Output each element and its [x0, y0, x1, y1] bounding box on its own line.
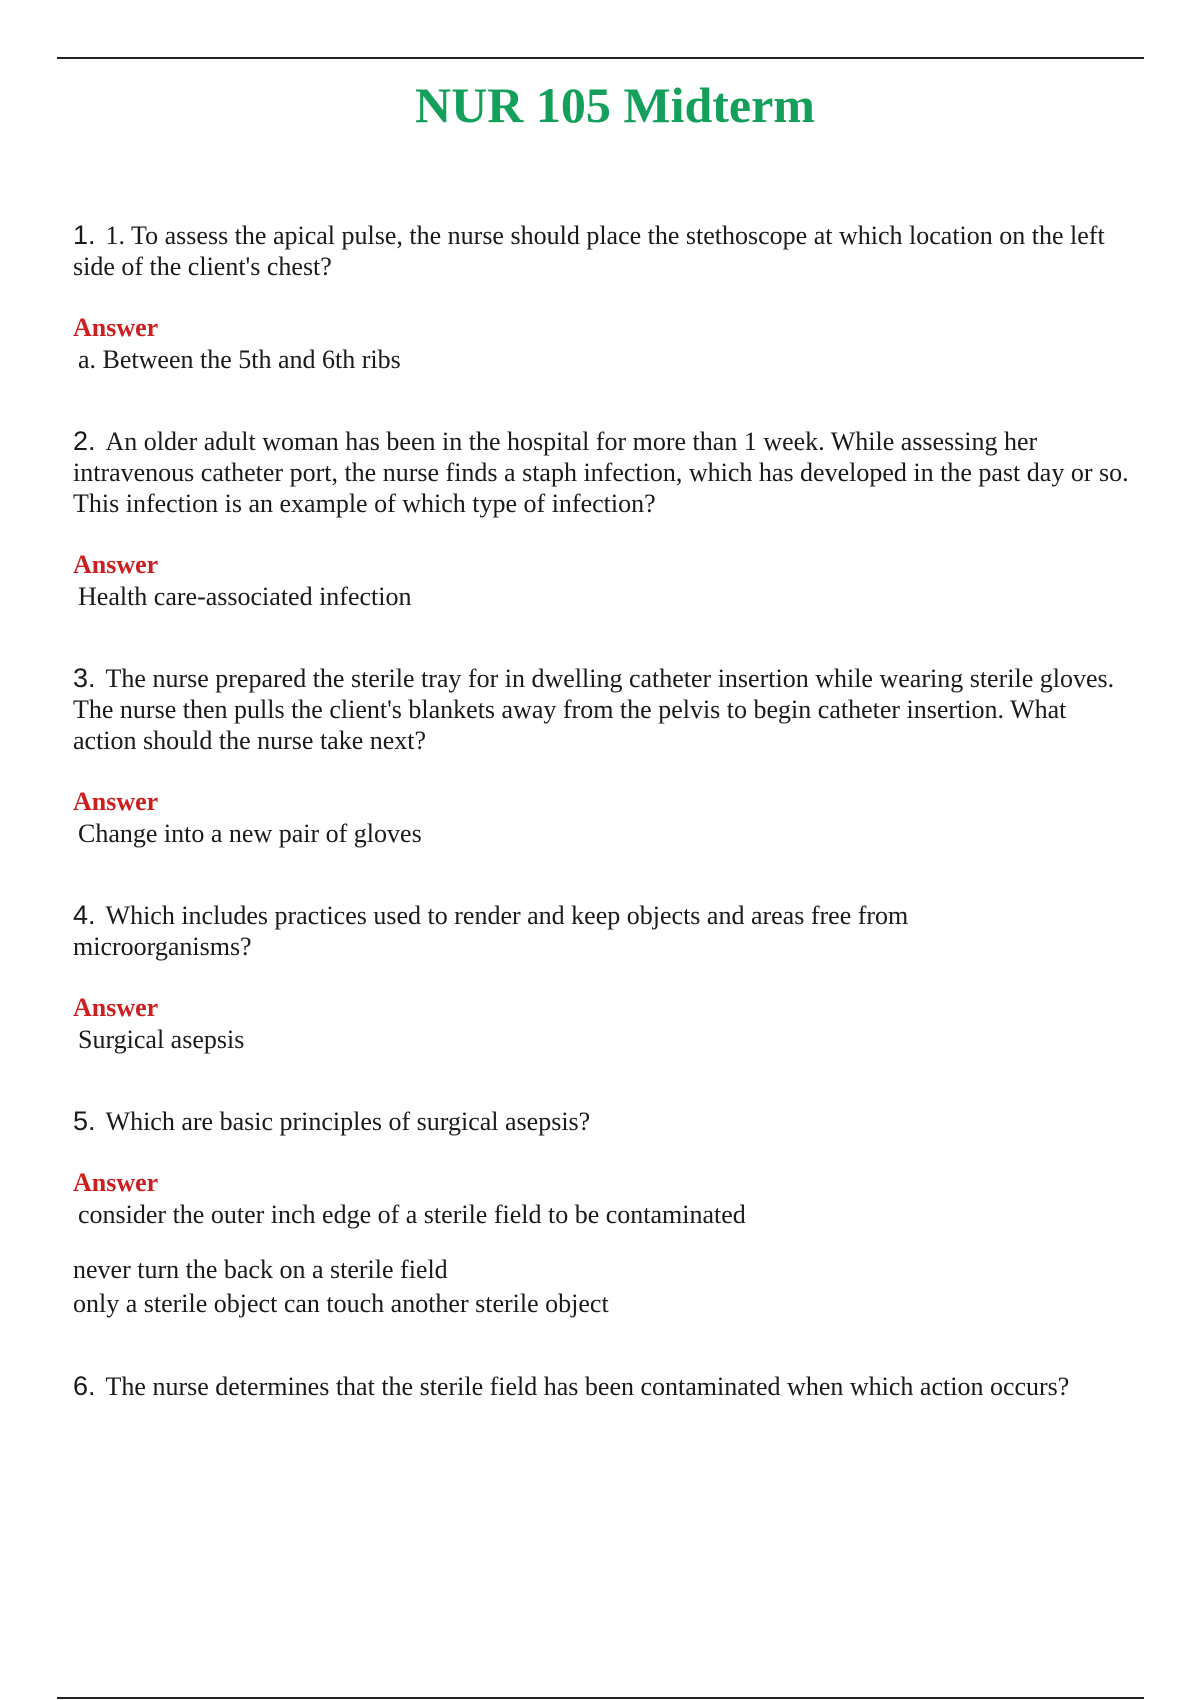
question-number: 1. [73, 220, 96, 250]
spacer [73, 1231, 1158, 1253]
answer-text: consider the outer inch edge of a sterile field to be contaminated [78, 1200, 746, 1229]
question-block-4 [73, 900, 1158, 1056]
question-block-6 [73, 1371, 1158, 1402]
answer-text: a. Between the 5th and 6th ribs [78, 345, 401, 374]
question-text: Which includes practices used to render and keep objects and areas free from microorganisms? [73, 901, 909, 961]
question-2 [73, 426, 1158, 519]
question-block-2 [73, 426, 1158, 613]
answer-label: Answer [73, 1168, 159, 1197]
answer-text: Health care-associated infection [78, 582, 412, 611]
answer-label: Answer [73, 313, 159, 342]
answer-text: Surgical asepsis [78, 1025, 245, 1054]
question-block-5 [73, 1106, 1158, 1321]
answer-label: Answer [73, 993, 159, 1022]
question-block-1 [73, 220, 1158, 376]
answer-text: Change into a new pair of gloves [78, 819, 422, 848]
question-block-3 [73, 663, 1158, 850]
question-6 [73, 1371, 1158, 1402]
question-text: An older adult woman has been in the hospital for more than 1 week. While assessing her intravenous catheter port, the nurse finds a staph infection, which has developed in the past day or so. This infection is an example of which type of infection? [73, 427, 1129, 518]
question-list [73, 220, 1158, 1452]
question-number: 6. [73, 1371, 96, 1401]
page-title: NUR 105 Midterm [415, 77, 815, 133]
question-1 [73, 220, 1153, 282]
question-number: 2. [73, 426, 96, 456]
question-number: 3. [73, 663, 96, 693]
question-3 [73, 663, 1133, 756]
question-text: 1. To assess the apical pulse, the nurse should place the stethoscope at which location on the left side of the client's chest? [73, 221, 1105, 281]
question-4 [73, 900, 993, 962]
question-text: Which are basic principles of surgical asepsis? [105, 1107, 591, 1136]
question-number: 5. [73, 1106, 96, 1136]
question-5 [73, 1106, 1158, 1137]
answer-extra-line: never turn the back on a sterile field [73, 1255, 448, 1284]
answer-label: Answer [73, 787, 159, 816]
top-rule [57, 57, 1144, 59]
question-text: The nurse determines that the sterile field has been contaminated when which action occurs? [105, 1372, 1070, 1401]
bottom-rule [57, 1697, 1144, 1699]
answer-extra-line: only a sterile object can touch another sterile object [73, 1289, 609, 1318]
answer-label: Answer [73, 550, 159, 579]
question-number: 4. [73, 900, 96, 930]
question-text: The nurse prepared the sterile tray for in dwelling catheter insertion while wearing sterile gloves. The nurse then pulls the client's blankets away from the pelvis to begin catheter insertion. What action should the nurse take next? [73, 664, 1115, 755]
